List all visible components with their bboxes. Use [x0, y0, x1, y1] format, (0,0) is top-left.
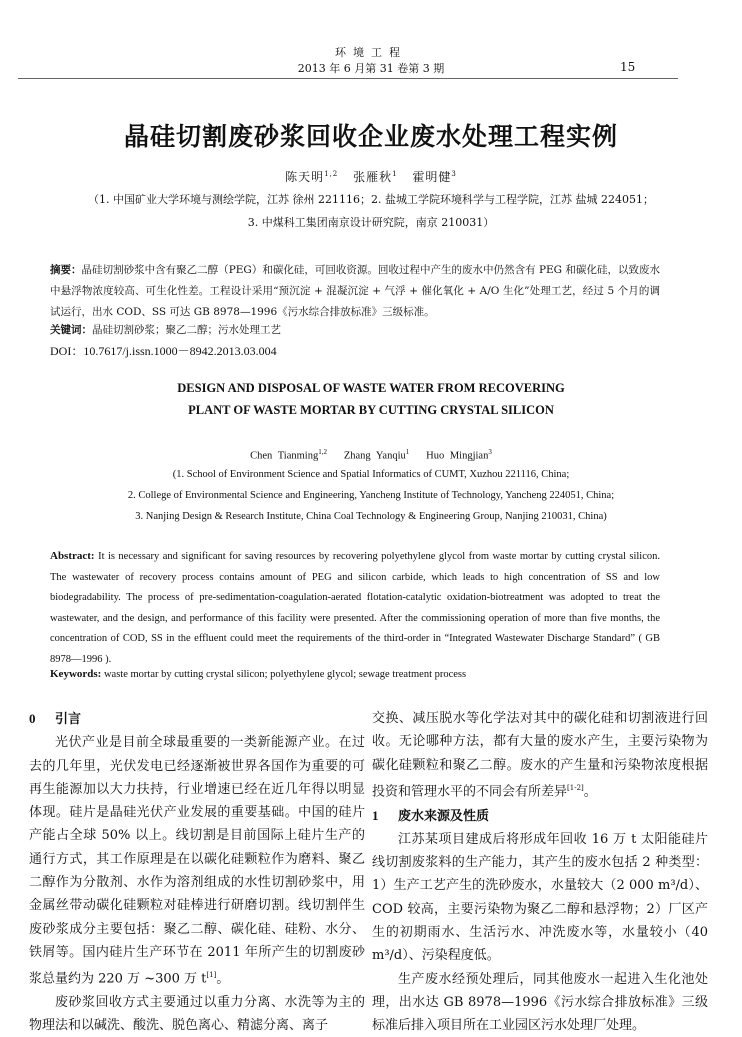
keywords-cn-text: 晶硅切割砂浆；聚乙二醇；污水处理工艺 — [92, 324, 281, 336]
author-name: Zhang Yanqiu — [343, 450, 406, 462]
section-heading — [372, 804, 708, 828]
paragraph: 生产废水经预处理后，同其他废水一起进入生化池处理，出水达 GB 8978—1996《污水综合排放标准》三级标准后排入项目所在工业园区污水处理厂处理。 — [372, 971, 708, 1034]
page-number: 15 — [620, 60, 636, 74]
author-affil-sup: 3 — [488, 448, 492, 456]
paragraph — [29, 731, 365, 991]
section-number: 1 — [372, 807, 379, 823]
paper-title-en-line: PLANT OF WASTE MORTAR BY CUTTING CRYSTAL SILICON — [188, 403, 554, 417]
author-name: Chen Tianming — [250, 450, 319, 462]
abstract-en — [50, 546, 660, 670]
abstract-cn-label: 摘要： — [50, 264, 82, 276]
authors-cn — [0, 168, 742, 185]
author-affil-sup: 1 — [392, 170, 398, 178]
keywords-en-label: Keywords: — [50, 668, 102, 680]
section-title: 引言 — [55, 712, 82, 727]
abstract-cn — [50, 260, 660, 323]
keywords-en-text: waste mortar by cutting crystal silicon; polyethylene glycol; sewage treatment process — [101, 669, 467, 680]
author-name: 张雁秋 — [353, 170, 393, 184]
author-name: Huo Mingjian — [426, 450, 489, 462]
paragraph-text: 光伏产业是目前全球最重要的一类新能源产业。在过去的几年里，光伏发电已经逐渐被世界各国作为重要的可再生能源加以大力扶持，行业增速已经在近几年得以明显体现。硅片是晶硅光伏产业发展的重要基础。中国的硅片产能占全球 50% 以上。线切割是目前国际上硅片生产的通行方式，其工作原理是在以碳化硅颗粒作为磨料、聚乙二醇作为分散剂、水作为溶剂组成的水性切割砂浆中，用金属丝带动碳化硅颗粒对硅棒进行研磨切割。线切割伴生废砂浆成分主要包括：聚乙二醇、碳化硅、硅粉、水分、铁屑等。国内硅片生产环节在 2011 年所产生的切割废砂浆总量约为 220 万 ~300 万 t — [29, 735, 365, 987]
author-affil-sup: 3 — [451, 170, 457, 178]
body-column-left — [29, 707, 365, 1037]
paragraph-continued — [372, 707, 708, 804]
paragraph — [29, 991, 365, 1037]
paragraph-text: 废砂浆回收方式主要通过以重力分离、水洗等为主的物理法和以碱洗、酸洗、脱色离心、精滤分离、离子 — [29, 994, 365, 1034]
author-name: 霍明健 — [412, 170, 452, 184]
doi[interactable]: DOI：10.7617/j.issn.1000－8942.2013.03.004 — [50, 344, 277, 358]
paragraph-text: 交换、减压脱水等化学法对其中的碳化硅和切割液进行回收。无论哪种方法，都有大量的废水产生，主要污染物为碳化硅颗粒和聚乙二醇。废水的产生量和污染物浓度根据投资和管理水平的不同会有所差异 — [372, 711, 708, 800]
paragraph: 江苏某项目建成后将形成年回收 16 万 t 太阳能硅片线切割废浆料的生产能力，其产生的废水包括 2 种类型：1）生产工艺产生的洗砂废水，水量较大（2 000 m³/d）、COD 较高，主要污染物为聚乙二醇和悬浮物；2）厂区产生的初期雨水、生活污水、冲洗废水等，水量较小（40 m³/d）、污染程度低。 — [372, 831, 708, 964]
section-number: 0 — [29, 711, 36, 726]
paper-title-en-line: DESIGN AND DISPOSAL OF WASTE WATER FROM RECOVERING — [177, 381, 565, 395]
author-affil-sup: 1,2 — [318, 448, 327, 456]
author-affil-sup: 1 — [405, 448, 410, 456]
keywords-en — [50, 668, 466, 680]
section-title: 废水来源及性质 — [398, 808, 490, 824]
affiliation-en-line: (1. School of Environment Science and Spatial Informatics of CUMT, Xuzhou 221116, China; — [172, 469, 570, 480]
citation-ref[interactable]: [1] — [206, 971, 217, 980]
author-name: 陈天明 — [285, 170, 325, 184]
paragraph-end: 。 — [216, 971, 230, 987]
affiliation-en-line: 3. Nanjing Design & Research Institute, China Coal Technology & Engineering Group, Nanjing 210031, China) — [135, 511, 607, 522]
author-affil-sup: 1,2 — [324, 170, 339, 178]
journal-issue: 2013 年 6 月第 31 卷第 3 期 — [297, 62, 445, 75]
section-heading — [29, 707, 365, 731]
affiliation-cn-line: 3. 中煤科工集团南京设计研究院，南京 210031） — [247, 216, 495, 229]
keywords-cn — [50, 322, 281, 337]
journal-name: 环境工程 — [335, 46, 407, 59]
paragraph-end: 。 — [583, 784, 597, 800]
keywords-cn-label: 关键词： — [50, 324, 92, 336]
body-column-right — [372, 707, 708, 1037]
authors-en — [0, 448, 742, 462]
citation-ref[interactable]: [1-2] — [567, 783, 584, 792]
abstract-cn-text: 晶硅切割砂浆中含有聚乙二醇（PEG）和碳化硅，可回收资源。回收过程中产生的废水中仍然含有 PEG 和碳化硅，以致废水中悬浮物浓度较高、可生化性差。工程设计采用“预沉淀 + 混凝沉淀 + 气浮 + 催化氧化 + A/O 生化”处理工艺，经过 5 个月的调试运行，出水 COD、SS 可达 GB 8978—1996《污水综合排放标准》三级标准。 — [50, 264, 661, 318]
abstract-en-text: It is necessary and significant for saving resources by recovering polyethylene glycol from waste mortar by cutting crystal silicon. The wastewater of recovery process contains amount of PEG and silicon carbide, which leads to high concentration of SS and low biodegradability. The process of pre-sedimentation-coagulation-aerated flotation-catalytic oxidation-biotreatment was adopted to treat the wastewater, and the design, and performance of this facility were presented. After the commissioning operation of more than five months, the concentration of COD, SS in the effluent could meet the requirements of the third-order in “Integrated Wastewater Discharge Standard” ( GB 8978—1996 ). — [50, 551, 660, 665]
paper-title-cn: 晶硅切割废砂浆回收企业废水处理工程实例 — [123, 122, 618, 151]
affiliation-en-line: 2. College of Environmental Science and Engineering, Yancheng Institute of Technology, Yancheng 224051, China; — [127, 490, 615, 501]
affiliation-cn-line: （1. 中国矿业大学环境与测绘学院，江苏 徐州 221116；2. 盐城工学院环境科学与工程学院，江苏 盐城 224051； — [88, 193, 654, 206]
abstract-en-label: Abstract: — [50, 550, 95, 562]
header-rule — [18, 78, 678, 79]
